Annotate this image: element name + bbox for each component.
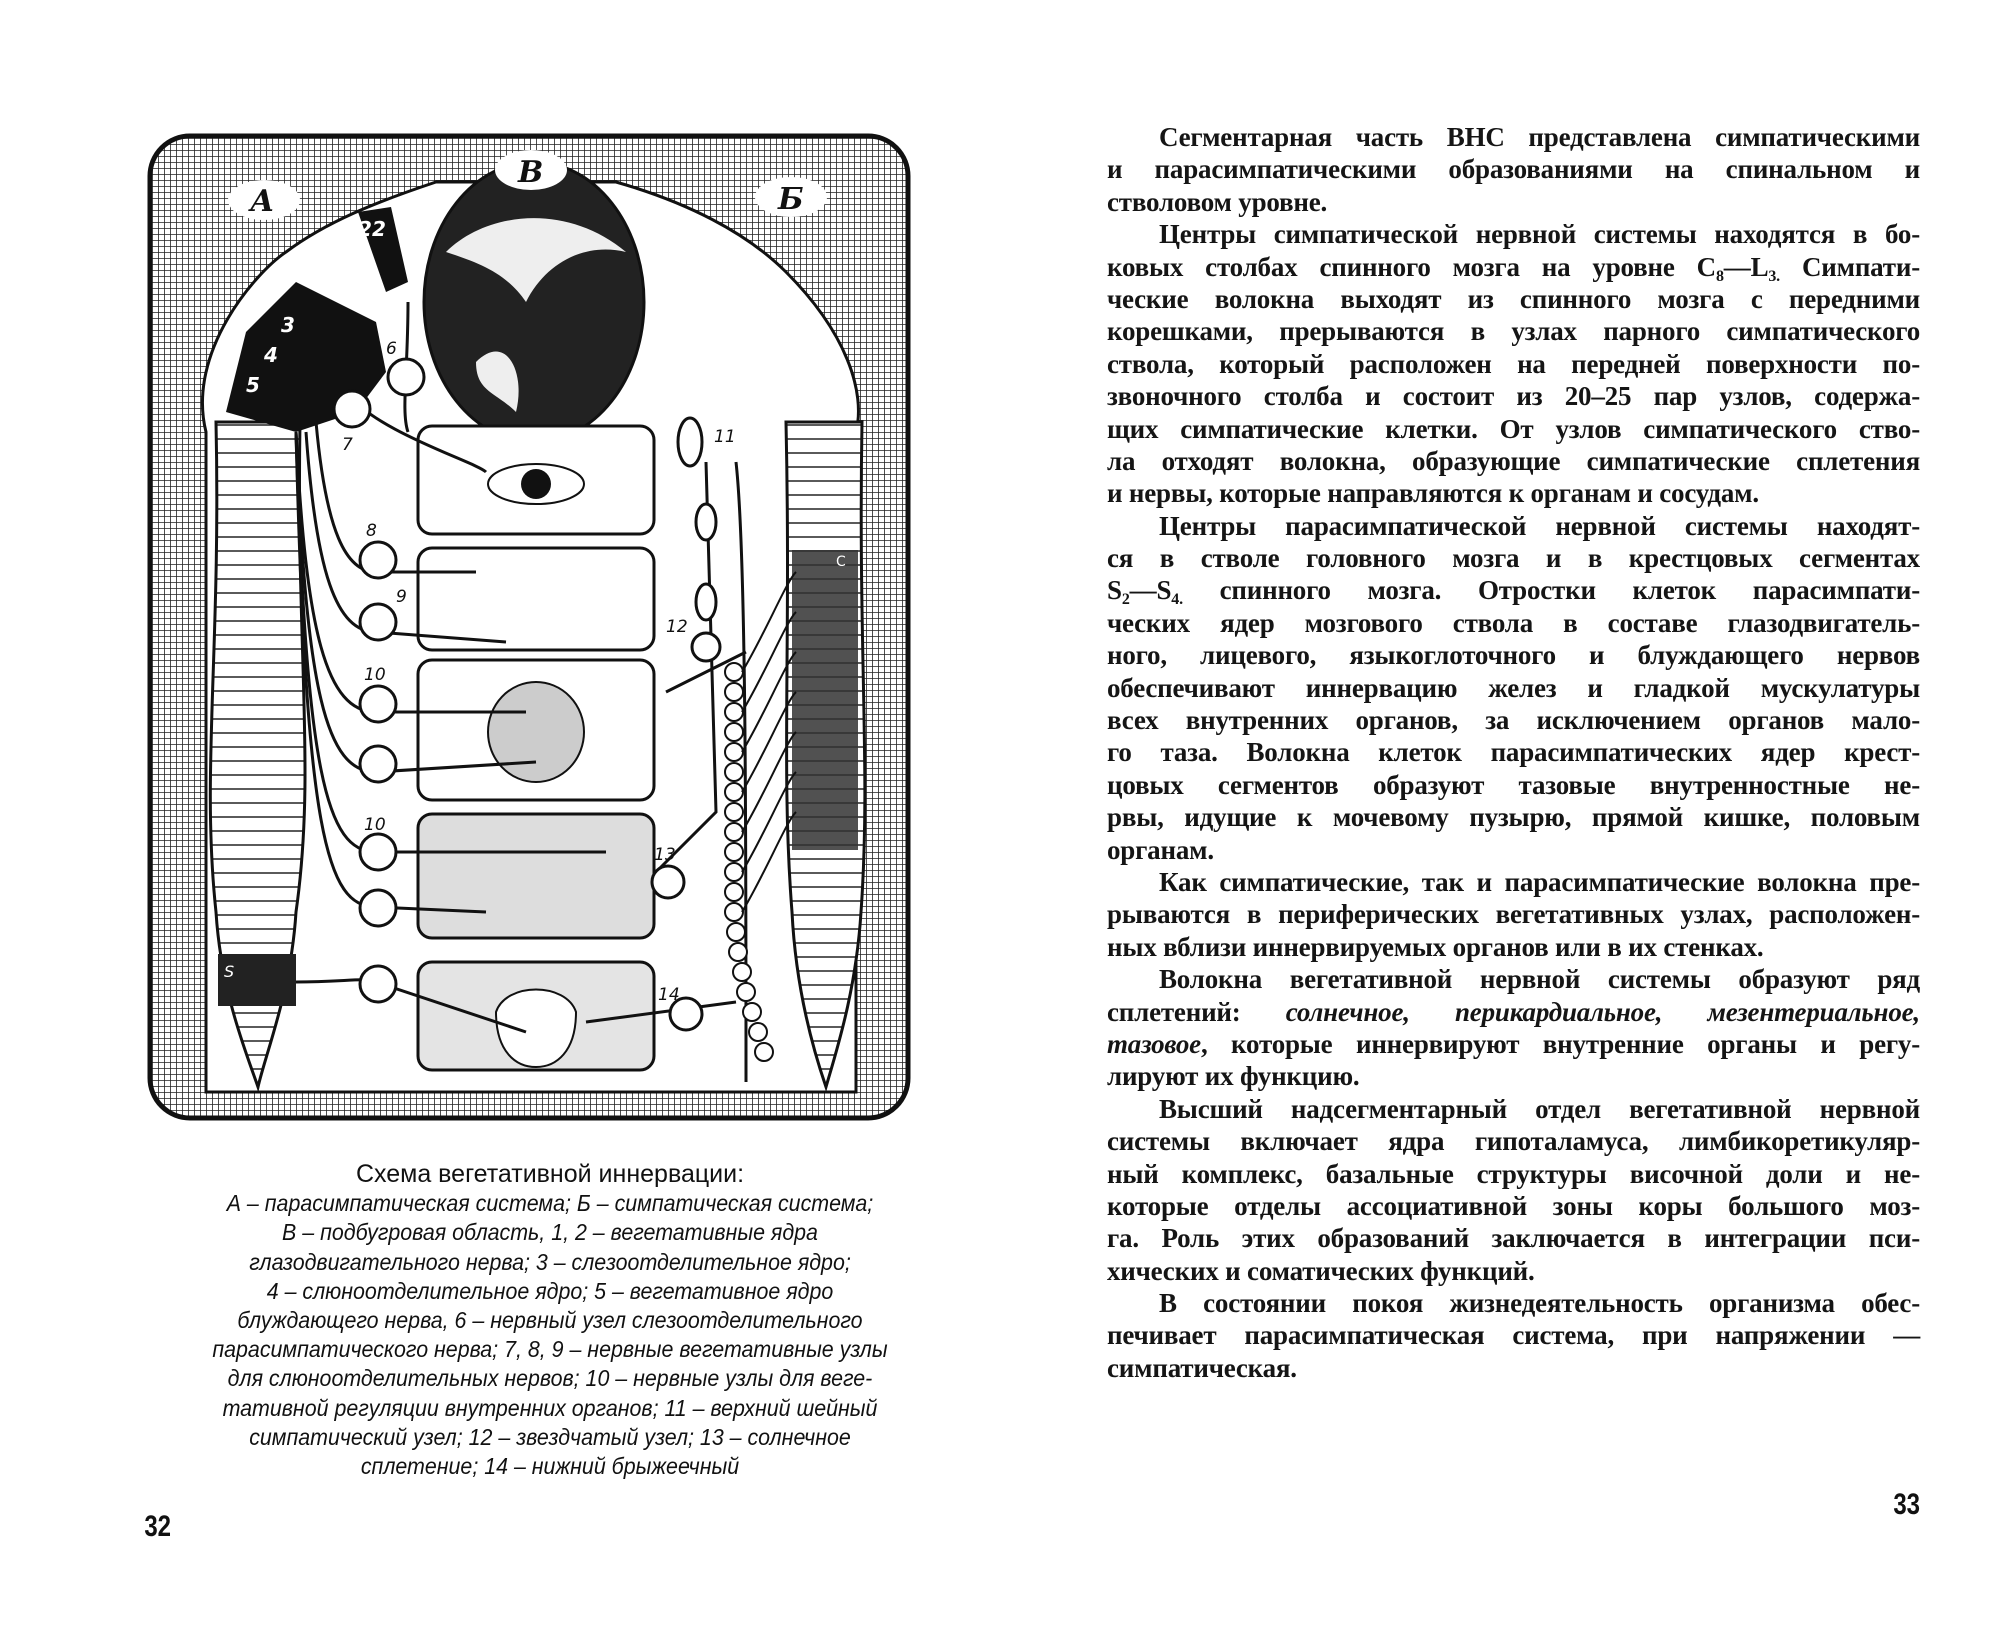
abdomen-box: [418, 814, 654, 938]
text-segment: и нервы, которые направляются к органам и сосудам.: [1107, 478, 1759, 509]
ganglion-9: [360, 604, 396, 640]
caption-line: А – парасимпатическая система; Б – симпатическая система;: [226, 1190, 874, 1217]
num-10a: 10: [364, 665, 386, 685]
italic-term: солнечное, перикардиальное, мезентериальное,: [1285, 996, 1920, 1027]
text-segment: хических и соматических функций.: [1107, 1255, 1535, 1286]
text-line: [1107, 931, 1920, 963]
caption-line: глазодвигательного нерва; 3 – слезоотделительное ядро;: [249, 1248, 851, 1275]
text-line: [1107, 510, 1920, 542]
text-line: [1107, 380, 1920, 412]
text-segment: симпатическая.: [1107, 1352, 1297, 1383]
caption-line: парасимпатического нерва; 7, 8, 9 – нервные вегетативные узлы: [212, 1336, 888, 1363]
label-parasympathetic: А: [250, 184, 275, 219]
caption-line: В – подбугровая область, 1, 2 – вегетативные ядра: [282, 1219, 818, 1246]
text-line: [1107, 801, 1920, 833]
num-11: 11: [714, 427, 736, 447]
text-segment: и парасимпатическими образованиями на спинальном и: [1107, 154, 1920, 185]
text-line: [1107, 1319, 1920, 1351]
text-segment: ных вблизи иннервируемых органов или в их стенках.: [1107, 931, 1764, 962]
cervical-label: C: [836, 554, 846, 570]
text-segment: печивает парасимпатическая система, при напряжении —: [1107, 1320, 1920, 1351]
page-number-right: 33: [1893, 1488, 1921, 1521]
bladder-icon: [496, 990, 576, 1068]
num-4: 4: [264, 343, 278, 367]
text-line: [1107, 1093, 1920, 1125]
text-segment: обеспечивают иннервацию желез и гладкой мускулатуры: [1107, 672, 1920, 703]
text-line: [1107, 153, 1920, 185]
text-line: [1107, 348, 1920, 380]
heart-icon: [488, 682, 584, 782]
text-segment: В состоянии покоя жизнедеятельность организма обес-: [1159, 1288, 1920, 1319]
ganglion-8: [360, 542, 396, 578]
text-segment: ный комплекс, базальные структуры височной доли и не-: [1107, 1158, 1920, 1189]
text-segment: цовых сегментов образуют тазовые внутренностные не-: [1107, 769, 1920, 800]
text-line: [1107, 445, 1920, 477]
text-line: [1107, 283, 1920, 315]
text-segment: , которые иннервируют внутренние органы и регу-: [1200, 1028, 1920, 1059]
subscript: 4.: [1171, 591, 1183, 609]
sacral-label: S: [224, 962, 235, 981]
num-3: 3: [281, 313, 295, 337]
text-line: [1107, 315, 1920, 347]
text-segment: Высший надсегментарный отдел вегетативной нервной: [1159, 1093, 1920, 1124]
text-segment: спинного мозга. Отростки клеток парасимпати-: [1182, 575, 1920, 606]
text-line: [1107, 963, 1920, 995]
text-line: [1107, 704, 1920, 736]
text-segment: ствола, который расположен на передней поверхности по-: [1107, 348, 1920, 379]
text-line: [1107, 1060, 1920, 1092]
text-segment: го таза. Волокна клеток парасимпатических ядер крест-: [1107, 737, 1920, 768]
text-line: [1107, 542, 1920, 574]
innervation-diagram: [146, 132, 912, 1122]
text-line: [1107, 1287, 1920, 1319]
num-1: 2: [372, 217, 386, 241]
text-line: [1107, 672, 1920, 704]
text-line: [1107, 1125, 1920, 1157]
num-8: 8: [366, 521, 377, 541]
text-line: [1107, 1028, 1920, 1060]
subscript: 3.: [1768, 267, 1780, 285]
text-line: [1107, 186, 1920, 218]
text-segment: га. Роль этих образований заключается в интеграции пси-: [1107, 1223, 1920, 1254]
text-line: [1107, 1158, 1920, 1190]
text-line: [1107, 1190, 1920, 1222]
text-segment: Как симпатические, так и парасимпатические волокна пре-: [1159, 866, 1920, 897]
caption-line: блуждающего нерва, 6 – нервный узел слезоотделительного: [237, 1307, 863, 1334]
ganglion-10b: [360, 746, 396, 782]
ganglion-12: [692, 633, 720, 661]
body-text: [1107, 121, 1920, 1384]
text-line: [1107, 251, 1920, 283]
num-13: 13: [654, 845, 676, 865]
text-segment: ческие волокна выходят из спинного мозга с передними: [1107, 283, 1920, 314]
text-line: [1107, 996, 1920, 1028]
text-segment: которые отделы ассоциативной зоны коры большого моз-: [1107, 1190, 1920, 1221]
caption-title: Схема вегетативной иннервации:: [355, 1160, 745, 1188]
ganglion-10a: [360, 686, 396, 722]
text-segment: Сегментарная часть ВНС представлена симпатическими: [1159, 122, 1920, 152]
subscript: 2: [1121, 591, 1130, 609]
text-line: [1107, 477, 1920, 509]
text-segment: системы включает ядра гипоталамуса, лимбикоретикуляр-: [1107, 1126, 1920, 1157]
text-line: [1107, 1222, 1920, 1254]
text-segment: ного, лицевого, языкоглоточного и блуждающего нервов: [1107, 640, 1920, 671]
text-segment: Симпати-: [1779, 251, 1920, 282]
text-line: [1107, 898, 1920, 930]
num-5: 5: [246, 373, 260, 397]
text-line: [1107, 574, 1920, 609]
text-segment: рываются в периферических вегетативных узлах, расположен-: [1107, 899, 1920, 930]
num-9: 9: [396, 587, 407, 607]
num-12: 12: [666, 617, 688, 637]
text-line: [1107, 413, 1920, 445]
text-segment: Волокна вегетативной нервной системы образуют ряд: [1159, 964, 1920, 995]
text-line: [1107, 834, 1920, 866]
ganglion-11: [678, 418, 702, 466]
thoracolumbar-segment: [792, 550, 858, 850]
text-segment: органам.: [1107, 834, 1214, 865]
text-segment: ся в стволе головного мозга и в крестцовых сегментах: [1107, 543, 1920, 574]
caption-line: сплетение; 14 – нижний брыжеечный: [360, 1453, 740, 1480]
num-10b: 10: [364, 815, 386, 835]
ganglion-10d: [360, 890, 396, 926]
text-segment: —S: [1129, 575, 1172, 606]
text-line: [1107, 607, 1920, 639]
text-line: [1107, 218, 1920, 250]
text-segment: ческих ядер мозгового ствола в составе глазодвигатель-: [1107, 607, 1920, 638]
figure-caption: [150, 1160, 950, 1481]
ganglion-10c: [360, 834, 396, 870]
text-segment: ковых столбах спинного мозга на уровне C: [1107, 251, 1716, 282]
text-line: [1107, 121, 1920, 153]
text-segment: рвы, идущие к мочевому пузырю, прямой кишке, половым: [1107, 802, 1920, 833]
text-segment: корешками, прерываются в узлах парного симпатического: [1107, 316, 1920, 347]
caption-line: для слюноотделительных нервов; 10 – нервные узлы для веге-: [227, 1365, 873, 1392]
text-segment: ла отходят волокна, образующие симпатические сплетения: [1107, 445, 1920, 476]
caption-line: симпатический узел; 12 – звездчатый узел; 13 – солнечное: [249, 1423, 851, 1450]
num-6: 6: [386, 339, 397, 359]
hypothalamus-brain-section: [424, 162, 644, 442]
text-line: [1107, 1255, 1920, 1287]
ganglion-sacral: [360, 966, 396, 1002]
ganglion-13: [652, 866, 684, 898]
text-segment: сплетений:: [1107, 996, 1286, 1027]
text-segment: звоночного столба и состоит из 20–25 пар узлов, содержа-: [1107, 381, 1920, 412]
num-2: 2: [358, 217, 372, 241]
ganglion-6: [388, 359, 424, 395]
num-14: 14: [658, 985, 680, 1005]
caption-line: тативной регуляции внутренних органов; 11 – верхний шейный: [222, 1394, 878, 1421]
text-segment: всех внутренних органов, за исключением органов мало-: [1107, 705, 1920, 736]
text-segment: стволовом уровне.: [1107, 186, 1328, 217]
text-line: [1107, 769, 1920, 801]
text-line: [1107, 639, 1920, 671]
label-sympathetic: Б: [778, 182, 804, 217]
text-segment: Центры парасимпатической нервной системы находят-: [1159, 510, 1920, 541]
text-segment: —L: [1723, 251, 1769, 282]
caption-line: 4 – слюноотделительное ядро; 5 – вегетативное ядро: [266, 1277, 834, 1304]
page-number-left: 32: [144, 1510, 172, 1543]
text-line: [1107, 1352, 1920, 1384]
text-segment: щих симпатические клетки. От узлов симпатического ство-: [1107, 413, 1920, 444]
ganglion-7: [334, 391, 370, 427]
subscript: 8: [1715, 267, 1724, 285]
text-segment: лируют их функцию.: [1107, 1061, 1360, 1092]
face-box: [418, 548, 654, 650]
text-segment: S: [1107, 575, 1122, 606]
italic-term: тазовое: [1107, 1028, 1201, 1059]
text-line: [1107, 736, 1920, 768]
text-segment: Центры симпатической нервной системы находятся в бо-: [1159, 219, 1920, 250]
num-7: 7: [342, 435, 353, 455]
label-hypothalamus: В: [518, 155, 544, 190]
text-line: [1107, 866, 1920, 898]
